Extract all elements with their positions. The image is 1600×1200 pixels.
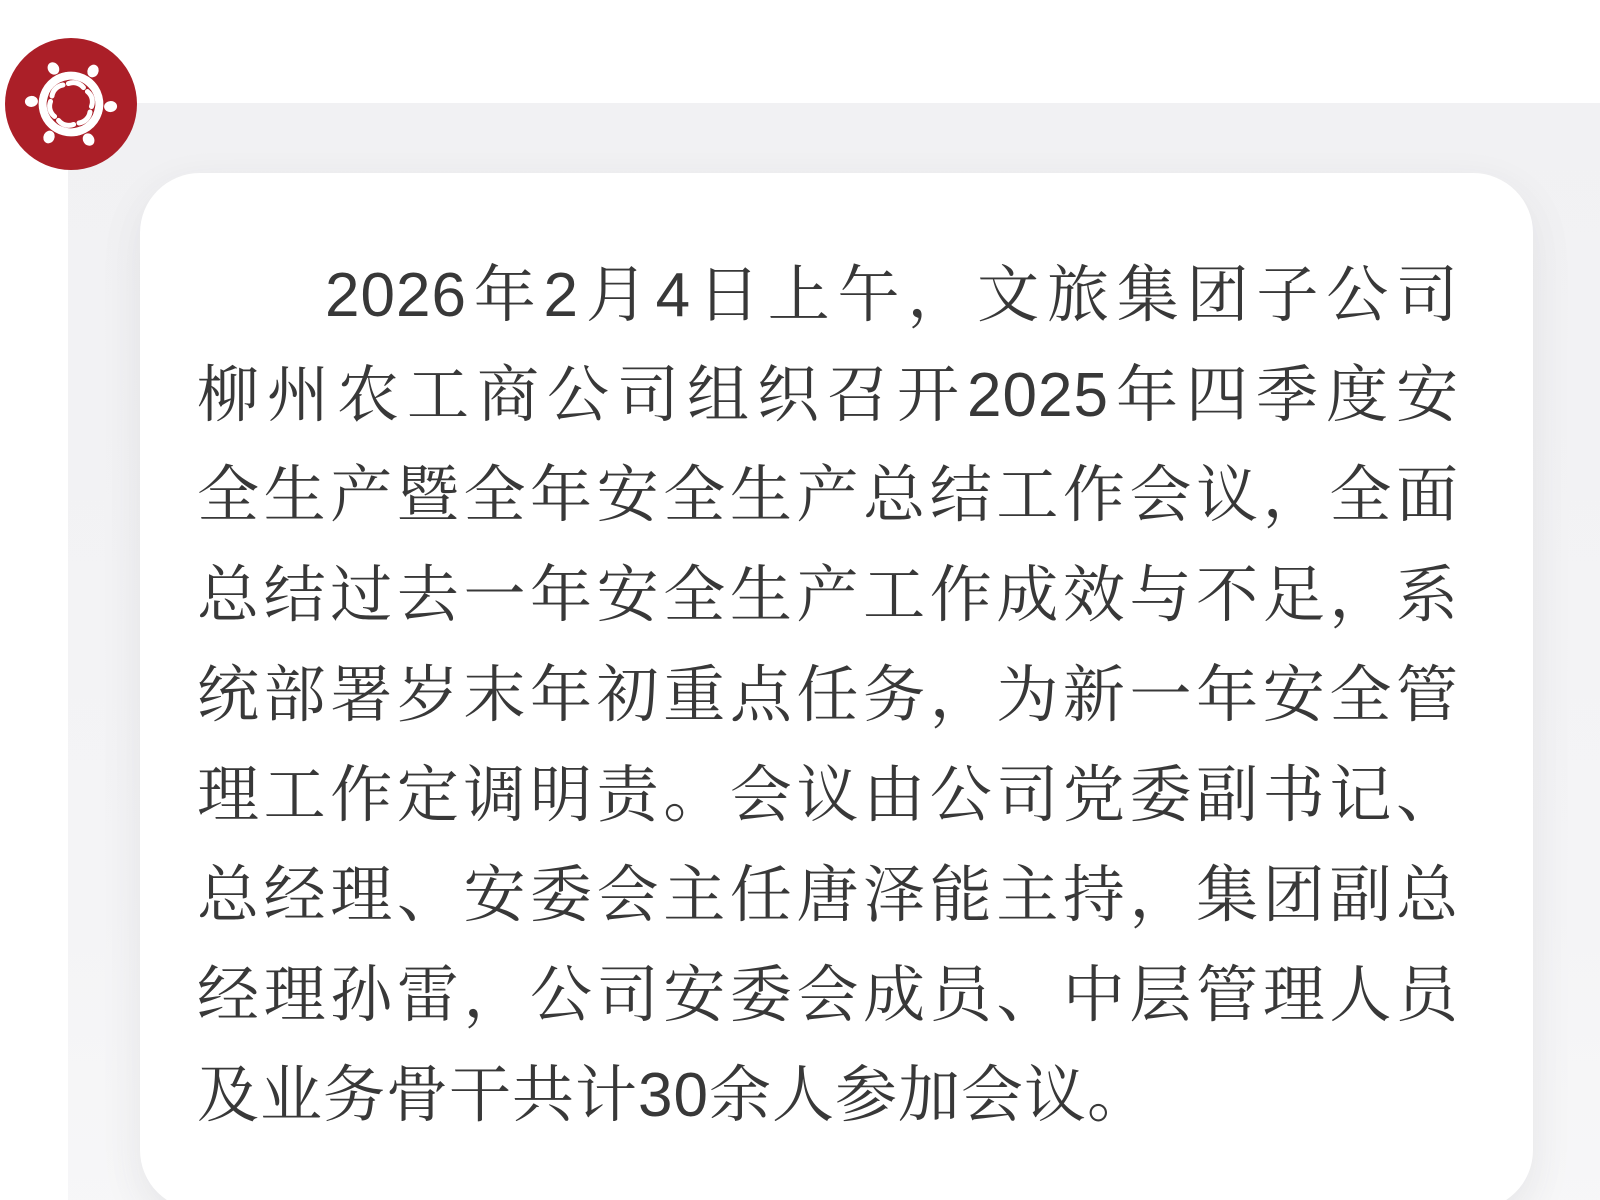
text-line: 全生产暨全年安全生产总结工作会议，全面 [197, 461, 1459, 530]
text-line: 2026年2月4日上午，文旅集团子公司 [325, 261, 1459, 330]
message-bubble[interactable] [140, 173, 1533, 1200]
message-text [140, 173, 1533, 1146]
text-line: 理工作定调明责。会议由公司党委副书记、 [197, 761, 1459, 830]
text-line: 及业务骨干共计30余人参加会议。 [197, 1061, 1150, 1130]
rosette-seal-icon [5, 38, 137, 170]
text-line: 总结过去一年安全生产工作成效与不足，系 [197, 561, 1459, 630]
text-line: 经理孙雷，公司安委会成员、中层管理人员 [197, 961, 1459, 1030]
text-line: 柳州农工商公司组织召开2025年四季度安 [197, 361, 1459, 430]
text-line: 统部署岁末年初重点任务，为新一年安全管 [197, 661, 1459, 730]
avatar[interactable] [5, 38, 137, 170]
text-line: 总经理、安委会主任唐泽能主持，集团副总 [197, 861, 1459, 930]
